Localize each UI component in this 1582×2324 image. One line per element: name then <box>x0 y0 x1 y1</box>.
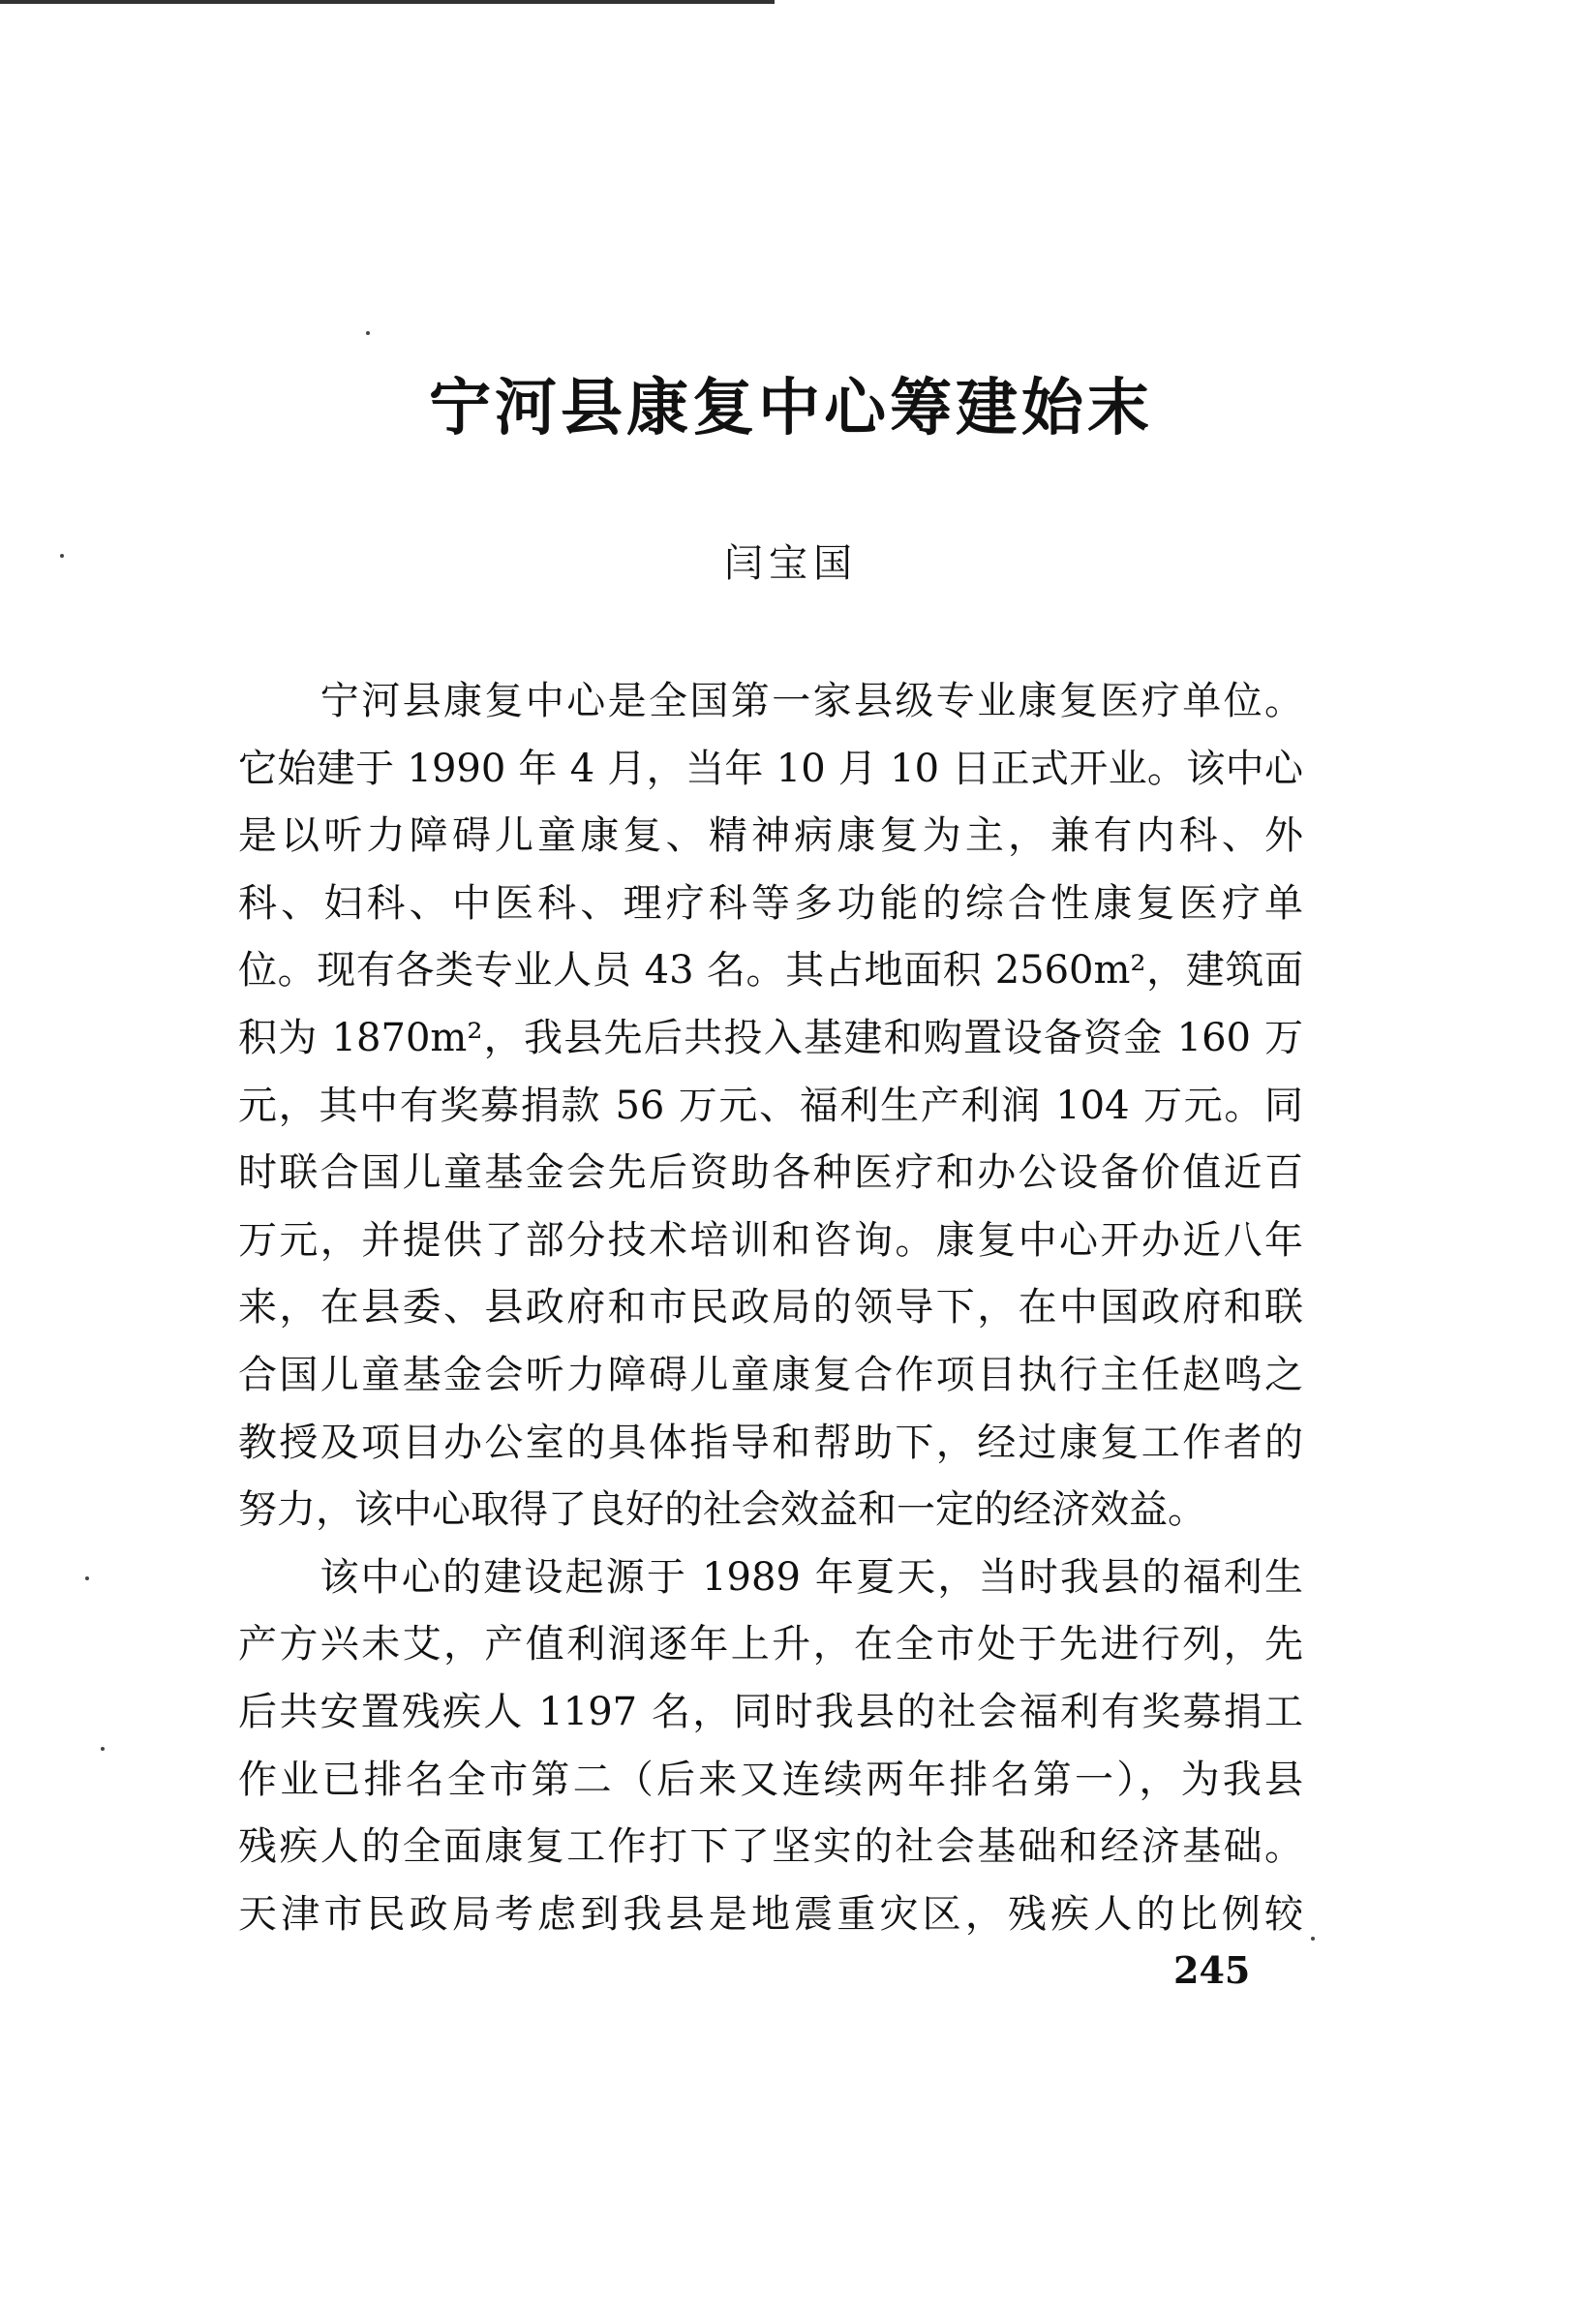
scan-speck <box>101 1747 105 1751</box>
scan-speck <box>60 554 64 558</box>
body-line: 努力，该中心取得了良好的社会效益和一定的经济效益。 <box>238 1487 1206 1533</box>
body-line: 位。现有各类专业人员 43 名。其占地面积 2560m²，建筑面 <box>238 948 1303 994</box>
body-line: 万元，并提供了部分技术培训和咨询。康复中心开办近八年 <box>238 1217 1303 1263</box>
body-line: 来，在县委、县政府和市民政局的领导下，在中国政府和联 <box>238 1285 1303 1330</box>
body-line: 产方兴未艾，产值利润逐年上升，在全市处于先进行列，先 <box>238 1622 1303 1667</box>
body-line: 它始建于 1990 年 4 月，当年 10 月 10 日正式开业。该中心 <box>238 746 1303 791</box>
article-body <box>238 668 1303 1948</box>
scan-speck <box>366 331 370 335</box>
top-rule <box>0 0 775 4</box>
body-line: 是以听力障碍儿童康复、精神病康复为主，兼有内科、外 <box>238 813 1303 859</box>
article-title: 宁河县康复中心筹建始末 <box>429 372 1153 444</box>
body-line: 合国儿童基金会听力障碍儿童康复合作项目执行主任赵鸣之 <box>238 1352 1303 1397</box>
body-line: 教授及项目办公室的具体指导和帮助下，经过康复工作者的 <box>238 1420 1303 1465</box>
body-line: 宁河县康复中心是全国第一家县级专业康复医疗单位。 <box>238 679 1303 723</box>
body-line: 天津市民政局考虑到我县是地震重灾区，残疾人的比例较 <box>238 1891 1303 1937</box>
page-number: 245 <box>1173 1948 1251 1992</box>
body-line: 时联合国儿童基金会先后资助各种医疗和办公设备价值近百 <box>238 1150 1303 1196</box>
scan-speck <box>1311 1937 1315 1941</box>
author-name: 闫宝国 <box>724 541 858 586</box>
body-line: 元，其中有奖募捐款 56 万元、福利生产利润 104 万元。同 <box>238 1083 1303 1128</box>
body-line: 后共安置残疾人 1197 名，同时我县的社会福利有奖募捐工 <box>238 1689 1303 1734</box>
scan-speck <box>85 1576 89 1580</box>
body-line: 科、妇科、中医科、理疗科等多功能的综合性康复医疗单 <box>238 880 1303 926</box>
body-line: 积为 1870m²，我县先后共投入基建和购置设备资金 160 万 <box>238 1015 1303 1060</box>
body-line: 残疾人的全面康复工作打下了坚实的社会基础和经济基础。 <box>238 1824 1303 1870</box>
body-line: 该中心的建设起源于 1989 年夏天，当时我县的福利生 <box>238 1554 1303 1600</box>
body-line: 作业已排名全市第二（后来又连续两年排名第一），为我县 <box>238 1757 1303 1802</box>
